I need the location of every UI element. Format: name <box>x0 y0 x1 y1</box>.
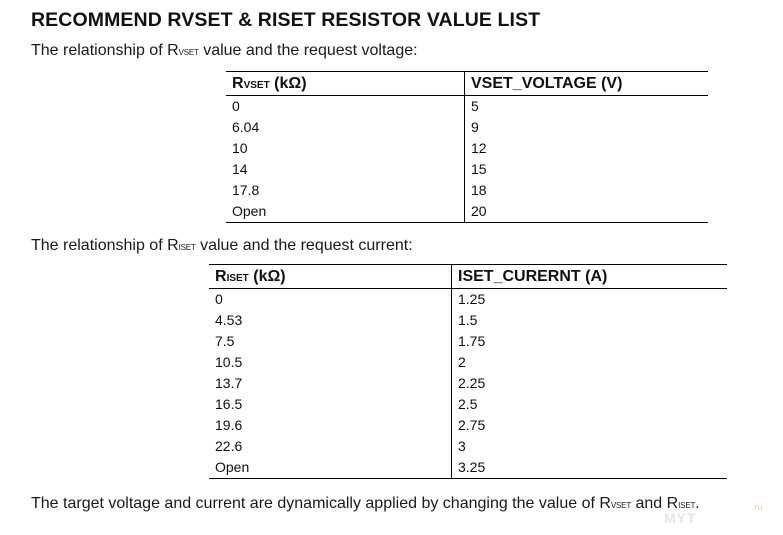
watermark-corner: .ru <box>752 502 763 512</box>
vset-table-row <box>226 159 708 180</box>
iset-table-row <box>209 373 727 394</box>
iset-table-row <box>209 436 727 457</box>
vset-intro-pre: The relationship of R <box>31 42 179 59</box>
vset-value-cell: 20 <box>465 201 709 223</box>
iset-intro-sub: ISET <box>178 243 196 252</box>
vset-value-cell: 5 <box>465 96 709 118</box>
iset-resistance-cell: 16.5 <box>215 396 243 412</box>
iset-resistance-cell: 13.7 <box>215 375 243 391</box>
vset-value-cell: 18 <box>465 180 709 201</box>
iset-table-row <box>209 310 727 331</box>
vset-resistance-cell: 10 <box>232 140 248 156</box>
iset-table-row <box>209 352 727 373</box>
iset-table-row <box>209 457 727 479</box>
iset-value-cell: 1.25 <box>452 289 728 311</box>
iset-table-row <box>209 331 727 352</box>
iset-intro-pre: The relationship of R <box>31 237 179 254</box>
vset-value-cell: 15 <box>465 159 709 180</box>
iset-value-cell: 2.5 <box>452 394 728 415</box>
vset-resistance-cell: 0 <box>232 98 240 114</box>
vset-col2-header: VSET_VOLTAGE (V) <box>465 72 709 96</box>
iset-resistance-cell: 10.5 <box>215 354 243 370</box>
watermark: MYT <box>664 510 697 526</box>
vset-table <box>226 71 708 223</box>
iset-resistance-cell: 22.6 <box>215 438 243 454</box>
vset-table-row <box>226 180 708 201</box>
iset-table-body <box>209 289 727 479</box>
iset-table-row <box>209 394 727 415</box>
vset-table-body <box>226 96 708 223</box>
iset-table-header <box>209 265 727 289</box>
iset-value-cell: 1.5 <box>452 310 728 331</box>
iset-col2-header: ISET_CURERNT (A) <box>452 265 728 289</box>
vset-intro <box>31 42 418 60</box>
page-title: RECOMMEND RVSET & RISET RESISTOR VALUE LIST <box>31 9 541 31</box>
vset-table-row <box>226 96 708 118</box>
iset-value-cell: 3 <box>452 436 728 457</box>
iset-col1-header: RISET (kΩ) <box>209 265 452 289</box>
iset-value-cell: 2.75 <box>452 415 728 436</box>
footer-note: The target voltage and current are dynamically applied by changing the value of RVSET and RISET. <box>31 495 700 512</box>
iset-table-row <box>209 289 727 311</box>
vset-intro-post: value and the request voltage: <box>198 42 418 59</box>
vset-value-cell: 12 <box>465 138 709 159</box>
vset-table-row <box>226 138 708 159</box>
iset-resistance-cell: 7.5 <box>215 333 235 349</box>
vset-resistance-cell: 17.8 <box>232 182 260 198</box>
iset-value-cell: 2 <box>452 352 728 373</box>
vset-table-header <box>226 72 708 96</box>
iset-resistance-cell: Open <box>209 457 452 479</box>
vset-col1-header: RVSET (kΩ) <box>226 72 465 96</box>
vset-resistance-cell: 6.04 <box>232 119 260 135</box>
iset-resistance-cell: 19.6 <box>215 417 243 433</box>
iset-table <box>209 264 727 479</box>
iset-table-row <box>209 415 727 436</box>
vset-resistance-cell: Open <box>226 201 465 223</box>
vset-intro-sub: VSET <box>178 48 199 57</box>
iset-resistance-cell: 0 <box>215 291 223 307</box>
vset-resistance-cell: 14 <box>232 161 248 177</box>
iset-value-cell: 3.25 <box>452 457 728 479</box>
iset-intro <box>31 237 413 255</box>
vset-table-row <box>226 201 708 223</box>
vset-value-cell: 9 <box>465 117 709 138</box>
iset-intro-post: value and the request current: <box>195 237 413 254</box>
iset-value-cell: 1.75 <box>452 331 728 352</box>
iset-value-cell: 2.25 <box>452 373 728 394</box>
iset-resistance-cell: 4.53 <box>215 312 243 328</box>
vset-table-row <box>226 117 708 138</box>
